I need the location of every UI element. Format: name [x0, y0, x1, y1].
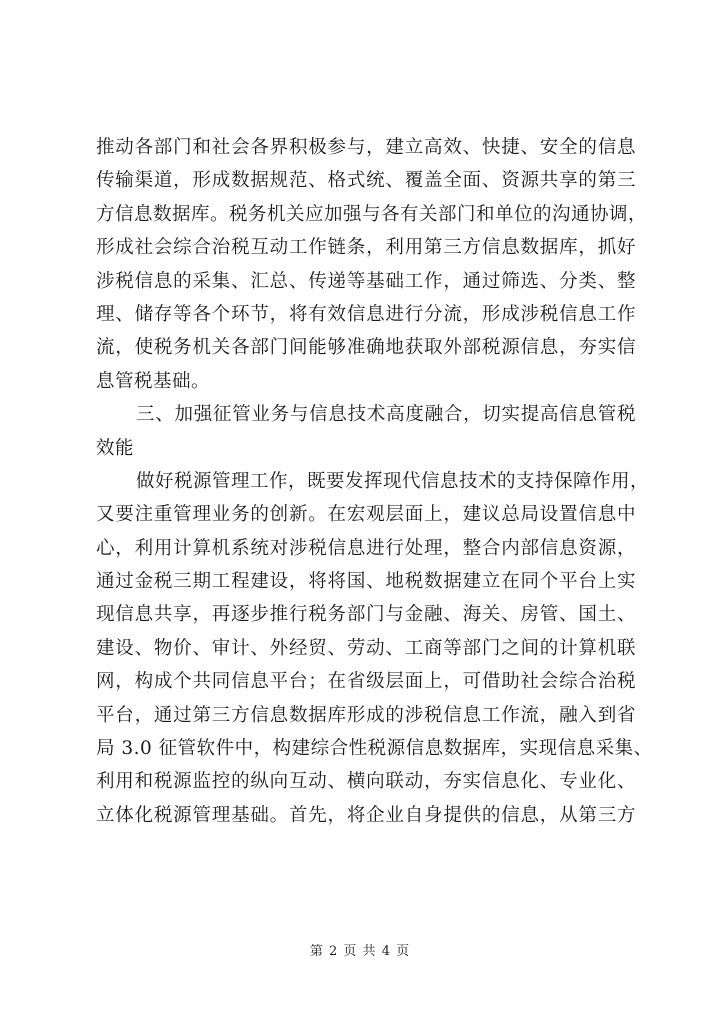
- text-line: 建设、物价、审计、外经贸、劳动、工商等部门之间的计算机联: [96, 637, 636, 659]
- text-line: 立体化税源管理基础。首先，将企业自身提供的信息，从第三方: [96, 804, 636, 826]
- text-line: 又要注重管理业务的创新。在宏观层面上，建议总局设置信息中: [96, 504, 636, 526]
- text-line: 推动各部门和社会各界积极参与，建立高效、快捷、安全的信息: [96, 137, 636, 158]
- text-line: 理、储存等各个环节，将有效信息进行分流，形成涉税信息工作: [96, 303, 636, 325]
- section-heading-line: 三、加强征管业务与信息技术高度融合，切实提高信息管税: [136, 404, 636, 426]
- text-line: 利用和税源监控的纵向互动、横向联动，夯实信息化、专业化、: [96, 771, 636, 793]
- text-line: 流，使税务机关各部门间能够准确地获取外部税源信息，夯实信: [96, 337, 636, 359]
- page-number-footer: 第 2 页 共 4 页: [309, 944, 411, 959]
- section-heading-line: 效能: [96, 437, 135, 459]
- text-line: 方信息数据库。税务机关应加强与各有关部门和单位的沟通协调，: [96, 203, 648, 225]
- text-line: 局 3.0 征管软件中，构建综合性税源信息数据库，实现信息采集、: [96, 738, 653, 760]
- text-line: 心，利用计算机系统对涉税信息进行处理，整合内部信息资源，: [96, 537, 636, 559]
- text-line: 现信息共享，再逐步推行税务部门与金融、海关、房管、国土、: [96, 604, 636, 626]
- text-line: 形成社会综合治税互动工作链条，利用第三方信息数据库，抓好: [96, 237, 636, 259]
- document-body: [96, 131, 653, 832]
- text-line: 息管税基础。: [96, 370, 211, 392]
- text-line: 平台，通过第三方信息数据库形成的涉税信息工作流，融入到省: [96, 704, 636, 726]
- text-line: 网，构成个共同信息平台；在省级层面上，可借助社会综合治税: [96, 671, 636, 693]
- text-line: 涉税信息的采集、汇总、传递等基础工作，通过筛选、分类、整: [96, 270, 636, 292]
- text-line: 通过金税三期工程建设，将将国、地税数据建立在同个平台上实: [96, 571, 636, 593]
- text-line: 做好税源管理工作，既要发挥现代信息技术的支持保障作用，: [136, 470, 650, 492]
- text-line: 传输渠道，形成数据规范、格式统、覆盖全面、资源共享的第三: [96, 170, 636, 192]
